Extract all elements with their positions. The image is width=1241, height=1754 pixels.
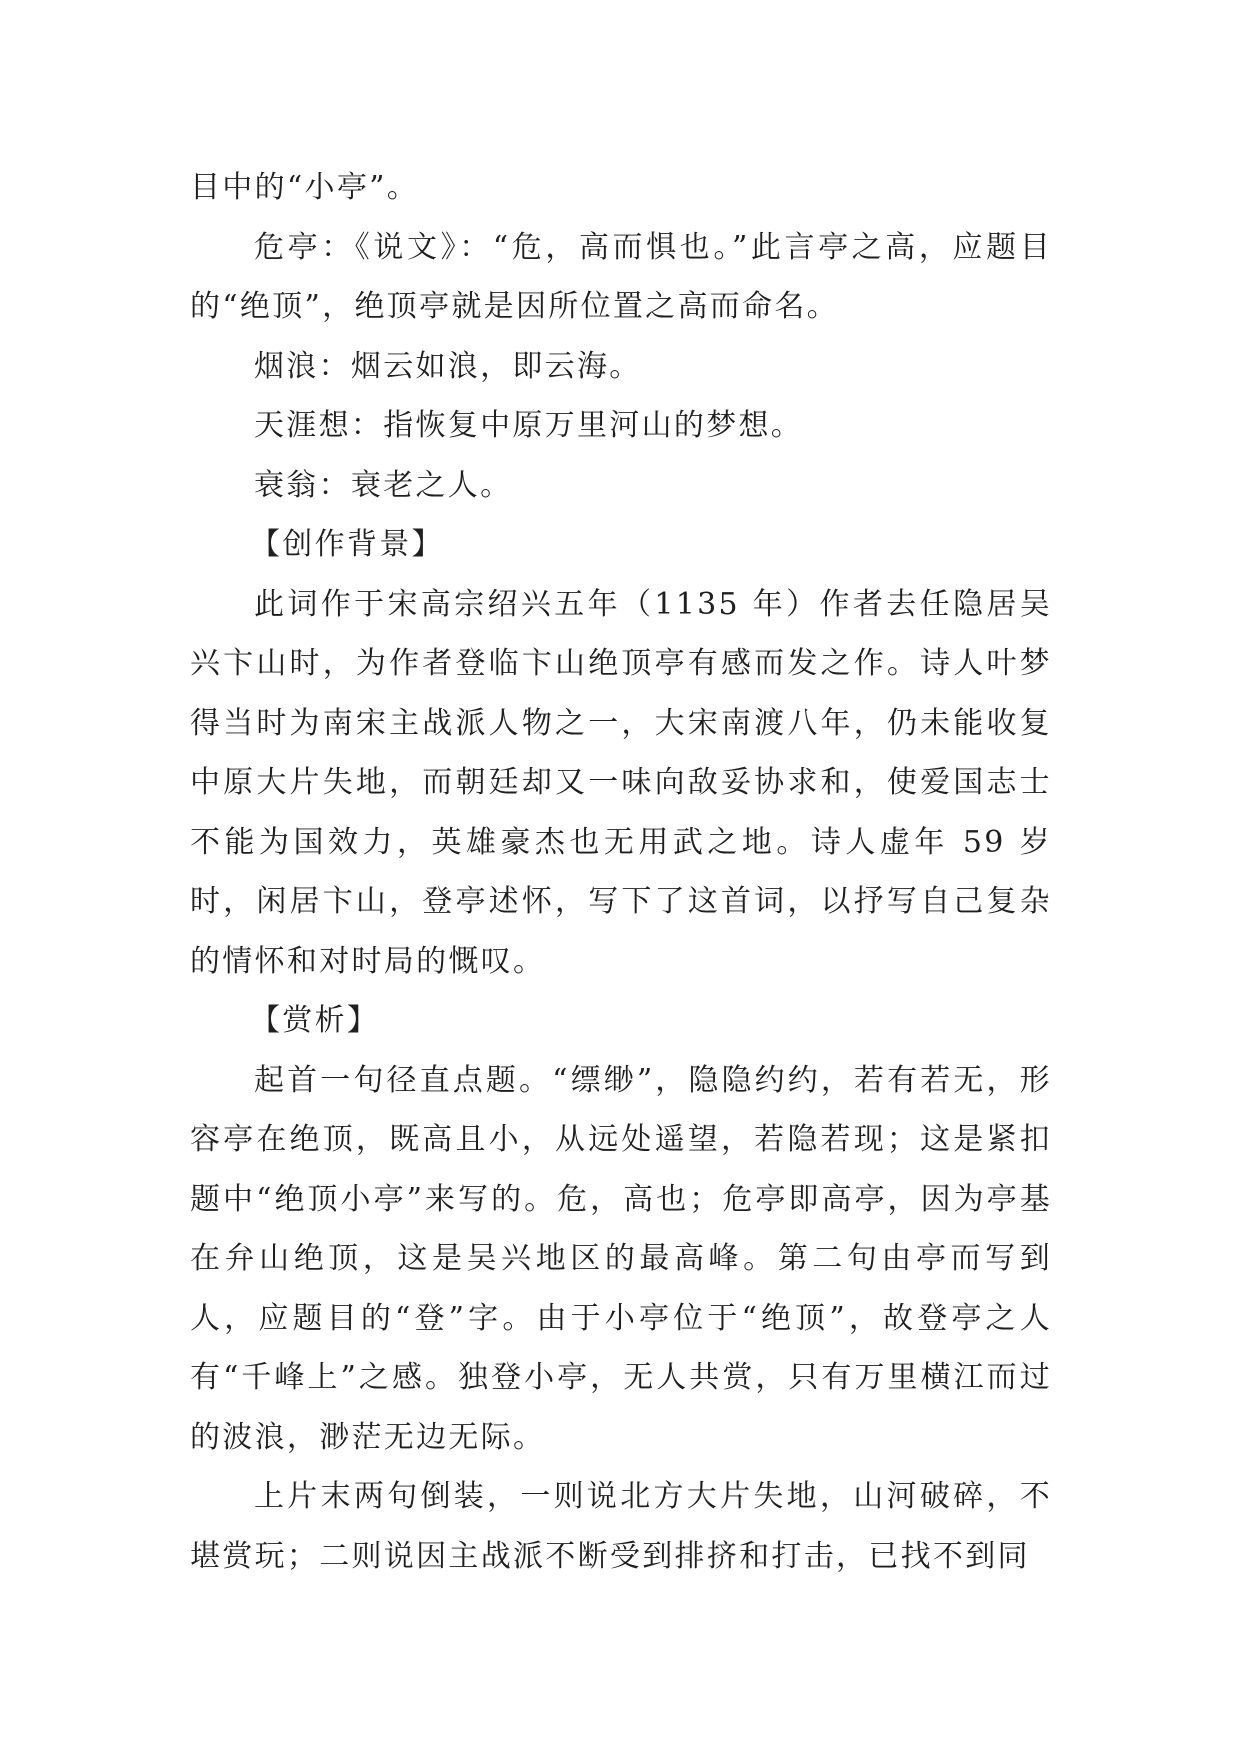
document-body — [190, 158, 1052, 1586]
annotation-tianyaxiang: 天涯想：指恢复中原万里河山的梦想。 — [254, 408, 804, 443]
paragraph-continuation: 目中的“小亭”。 — [190, 170, 420, 205]
annotation-shuaiweng: 衰翁：衰老之人。 — [254, 467, 513, 503]
section-heading-appreciation: 【赏析】 — [250, 1003, 380, 1038]
appreciation-paragraph-2: 上片末两句倒装，一则说北方大片失地，山河破碎，不堪赏玩；二则说因主战派不断受到排挤和打击，已找不到同 — [190, 1479, 1052, 1574]
annotation-weiting: 危亭：《说文》：“危，高而惧也。”此言亭之高，应题目的“绝顶”，绝顶亭就是因所位置之高而命名。 — [190, 229, 1052, 324]
appreciation-paragraph-1: 起首一句径直点题。“缥缈”，隐隐约约，若有若无，形容亭在绝顶，既高且小，从远处遥望，若隐若现；这是紧扣题中“绝顶小亭”来写的。危，高也；危亭即高亭，因为亭基在弁山绝顶，这是吴兴地区的最高峰。第二句由亭而写到人，应题目的“登”字。由于小亭位于“绝顶”，故登亭之人有“千峰上”之感。独登小亭，无人共赏，只有万里横江而过的波浪，渺茫无边无际。 — [190, 1062, 1052, 1455]
background-paragraph: 此词作于宋高宗绍兴五年（1135 年）作者去任隐居吴兴卞山时，为作者登临卞山绝顶亭有感而发之作。诗人叶梦得当时为南宋主战派人物之一，大宋南渡八年，仍未能收复中原大片失地，而朝廷却又一味向敌妥协求和，使爱国志士不能为国效力，英雄豪杰也无用武之地。诗人虚年 59 岁时，闲居卞山，登亭述怀，写下了这首词，以抒写自己复杂的情怀和对时局的慨叹。 — [190, 586, 1052, 979]
section-heading-background: 【创作背景】 — [250, 527, 444, 562]
annotation-yanlang: 烟浪：烟云如浪，即云海。 — [254, 348, 642, 384]
